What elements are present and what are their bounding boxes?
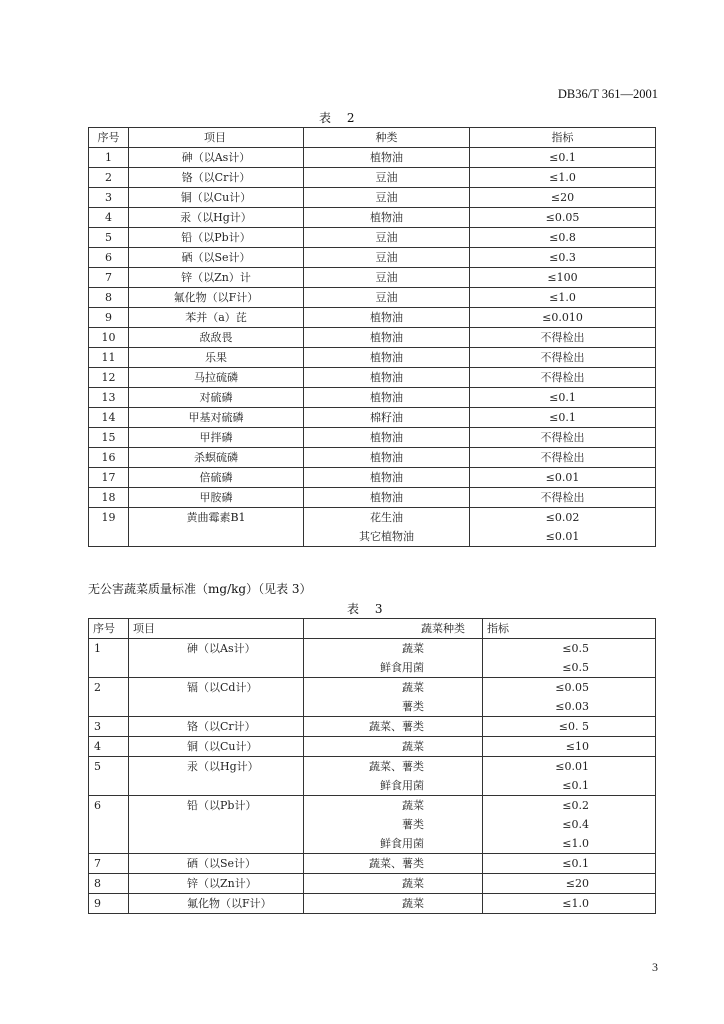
cell-item: 铅（以Pb计） bbox=[129, 796, 304, 854]
cell-limit-line: ≤0.5 bbox=[562, 642, 589, 655]
cell-item: 砷（以As计） bbox=[129, 639, 304, 678]
cell-no: 10 bbox=[89, 328, 129, 348]
cell-no: 18 bbox=[89, 488, 129, 508]
cell-vegetable-type bbox=[304, 854, 483, 874]
table-row bbox=[89, 288, 656, 308]
cell-vegetable-type bbox=[304, 894, 483, 914]
cell-limit: 不得检出 bbox=[470, 448, 656, 468]
cell-no: 2 bbox=[89, 168, 129, 188]
cell-limit bbox=[483, 639, 656, 678]
cell-no: 7 bbox=[89, 854, 129, 874]
cell-type: 植物油 bbox=[304, 428, 470, 448]
cell-item: 锌（以Zn计） bbox=[129, 874, 304, 894]
cell-no: 5 bbox=[89, 228, 129, 248]
header-item: 项目 bbox=[129, 619, 304, 639]
cell-limit bbox=[483, 757, 656, 796]
cell-item: 氟化物（以F计） bbox=[129, 288, 304, 308]
cell-type: 植物油 bbox=[304, 488, 470, 508]
cell-item: 马拉硫磷 bbox=[129, 368, 304, 388]
cell-limit bbox=[483, 854, 656, 874]
cell-limit: 不得检出 bbox=[470, 428, 656, 448]
table-header-row bbox=[89, 128, 656, 148]
cell-item: 甲胺磷 bbox=[129, 488, 304, 508]
cell-item: 硒（以Se计） bbox=[129, 854, 304, 874]
cell-vegetable-type-line: 薯类 bbox=[402, 700, 424, 713]
cell-type: 豆油 bbox=[304, 168, 470, 188]
cell-no: 11 bbox=[89, 348, 129, 368]
cell-no: 8 bbox=[89, 874, 129, 894]
cell-item: 铅（以Pb计） bbox=[129, 228, 304, 248]
cell-type-line: 花生油 bbox=[370, 511, 403, 524]
cell-no: 19 bbox=[89, 508, 129, 547]
standard-code: DB36/T 361—2001 bbox=[557, 87, 658, 101]
cell-limit: 不得检出 bbox=[470, 348, 656, 368]
cell-limit-line: ≤0.2 bbox=[562, 799, 589, 812]
table-row bbox=[89, 796, 656, 854]
cell-limit-line: ≤0. 5 bbox=[558, 720, 589, 733]
cell-no: 1 bbox=[89, 148, 129, 168]
table-row bbox=[89, 488, 656, 508]
cell-limit: ≤0.3 bbox=[470, 248, 656, 268]
table-row bbox=[89, 894, 656, 914]
cell-no: 9 bbox=[89, 894, 129, 914]
cell-no: 8 bbox=[89, 288, 129, 308]
cell-no: 6 bbox=[89, 796, 129, 854]
table-row bbox=[89, 268, 656, 288]
cell-no: 12 bbox=[89, 368, 129, 388]
cell-item: 敌敌畏 bbox=[129, 328, 304, 348]
cell-limit-line: ≤0.03 bbox=[555, 700, 589, 713]
table-row bbox=[89, 368, 656, 388]
table-2-body bbox=[89, 148, 656, 547]
cell-no: 3 bbox=[89, 188, 129, 208]
cell-type: 植物油 bbox=[304, 208, 470, 228]
cell-item: 苯并（a）芘 bbox=[129, 308, 304, 328]
cell-no: 16 bbox=[89, 448, 129, 468]
cell-no: 4 bbox=[89, 737, 129, 757]
cell-limit-line: ≤0.1 bbox=[562, 779, 589, 792]
cell-item: 对硫磷 bbox=[129, 388, 304, 408]
table-row bbox=[89, 228, 656, 248]
cell-vegetable-type-line: 蔬菜 bbox=[402, 897, 424, 910]
table-row bbox=[89, 468, 656, 488]
cell-limit: ≤1.0 bbox=[470, 288, 656, 308]
table-3-caption: 表 3 bbox=[347, 602, 389, 616]
table-row bbox=[89, 308, 656, 328]
cell-vegetable-type bbox=[304, 678, 483, 717]
cell-item: 硒（以Se计） bbox=[129, 248, 304, 268]
cell-limit-line: ≤20 bbox=[565, 877, 589, 890]
cell-limit-line: ≤0.05 bbox=[555, 681, 589, 694]
cell-item: 铬（以Cr计） bbox=[129, 717, 304, 737]
cell-item: 倍硫磷 bbox=[129, 468, 304, 488]
cell-item: 铜（以Cu计） bbox=[129, 737, 304, 757]
cell-item: 镉（以Cd计） bbox=[129, 678, 304, 717]
header-item: 项目 bbox=[129, 128, 304, 148]
cell-limit bbox=[483, 678, 656, 717]
cell-item: 铬（以Cr计） bbox=[129, 168, 304, 188]
cell-vegetable-type bbox=[304, 757, 483, 796]
cell-type: 豆油 bbox=[304, 268, 470, 288]
cell-item: 甲基对硫磷 bbox=[129, 408, 304, 428]
cell-limit: ≤1.0 bbox=[470, 168, 656, 188]
cell-no: 1 bbox=[89, 639, 129, 678]
cell-limit: ≤0.1 bbox=[470, 408, 656, 428]
cell-vegetable-type bbox=[304, 717, 483, 737]
cell-item: 锌（以Zn）计 bbox=[129, 268, 304, 288]
cell-limit: ≤100 bbox=[470, 268, 656, 288]
cell-limit-line: ≤0.02 bbox=[545, 511, 580, 524]
page-number: 3 bbox=[652, 960, 658, 974]
table-2 bbox=[88, 127, 656, 547]
cell-item: 砷（以As计） bbox=[129, 148, 304, 168]
cell-limit: ≤0.01 bbox=[470, 468, 656, 488]
table-row bbox=[89, 408, 656, 428]
cell-no: 3 bbox=[89, 717, 129, 737]
cell-limit: 不得检出 bbox=[470, 368, 656, 388]
cell-type: 植物油 bbox=[304, 328, 470, 348]
cell-vegetable-type bbox=[304, 737, 483, 757]
cell-limit: ≤0.05 bbox=[470, 208, 656, 228]
cell-item: 杀螟硫磷 bbox=[129, 448, 304, 468]
cell-limit bbox=[483, 874, 656, 894]
cell-limit bbox=[483, 737, 656, 757]
cell-type: 豆油 bbox=[304, 248, 470, 268]
cell-limit: ≤0.1 bbox=[470, 388, 656, 408]
cell-no: 6 bbox=[89, 248, 129, 268]
cell-vegetable-type-line: 蔬菜 bbox=[402, 740, 424, 753]
section-title: 无公害蔬菜质量标准 bbox=[88, 582, 197, 596]
cell-limit: 不得检出 bbox=[470, 488, 656, 508]
table-row bbox=[89, 854, 656, 874]
table-row bbox=[89, 248, 656, 268]
table-row bbox=[89, 388, 656, 408]
cell-limit-line: ≤1.0 bbox=[562, 837, 589, 850]
header-limit: 指标 bbox=[470, 128, 656, 148]
cell-type: 豆油 bbox=[304, 228, 470, 248]
cell-vegetable-type-line: 鲜食用菌 bbox=[380, 837, 424, 850]
cell-limit-line: ≤0.01 bbox=[555, 760, 589, 773]
cell-type: 豆油 bbox=[304, 188, 470, 208]
cell-type: 植物油 bbox=[304, 308, 470, 328]
table-row bbox=[89, 168, 656, 188]
header-no: 序号 bbox=[89, 619, 129, 639]
cell-vegetable-type-line: 蔬菜、薯类 bbox=[369, 760, 424, 773]
table-header-row bbox=[89, 619, 656, 639]
cell-vegetable-type-line: 蔬菜 bbox=[402, 642, 424, 655]
cell-limit: 不得检出 bbox=[470, 328, 656, 348]
cell-limit-line: ≤0.4 bbox=[562, 818, 589, 831]
section-heading bbox=[88, 580, 312, 597]
cell-vegetable-type-line: 蔬菜、薯类 bbox=[369, 720, 424, 733]
cell-vegetable-type bbox=[304, 639, 483, 678]
cell-no: 7 bbox=[89, 268, 129, 288]
cell-item: 汞（以Hg计） bbox=[129, 208, 304, 228]
cell-type: 植物油 bbox=[304, 368, 470, 388]
table-3 bbox=[88, 618, 656, 914]
cell-type-line: 其它植物油 bbox=[359, 530, 414, 543]
table-3-body bbox=[89, 639, 656, 914]
cell-type: 植物油 bbox=[304, 388, 470, 408]
cell-vegetable-type-line: 鲜食用菌 bbox=[380, 661, 424, 674]
table-2-caption: 表 2 bbox=[319, 111, 361, 125]
cell-item: 甲拌磷 bbox=[129, 428, 304, 448]
cell-type: 植物油 bbox=[304, 348, 470, 368]
cell-item: 汞（以Hg计） bbox=[129, 757, 304, 796]
cell-limit bbox=[483, 894, 656, 914]
cell-vegetable-type-line: 蔬菜 bbox=[402, 877, 424, 890]
cell-item: 黄曲霉素B1 bbox=[129, 508, 304, 547]
cell-no: 2 bbox=[89, 678, 129, 717]
header-no: 序号 bbox=[89, 128, 129, 148]
cell-vegetable-type-line: 鲜食用菌 bbox=[380, 779, 424, 792]
cell-item: 乐果 bbox=[129, 348, 304, 368]
cell-limit: ≤0.010 bbox=[470, 308, 656, 328]
cell-type: 植物油 bbox=[304, 468, 470, 488]
table-row bbox=[89, 678, 656, 717]
cell-type: 豆油 bbox=[304, 288, 470, 308]
header-vegetable-type: 蔬菜种类 bbox=[304, 619, 483, 639]
table-row bbox=[89, 757, 656, 796]
cell-no: 13 bbox=[89, 388, 129, 408]
cell-limit-line: ≤1.0 bbox=[562, 897, 589, 910]
cell-limit-line: ≤0.5 bbox=[562, 661, 589, 674]
table-row bbox=[89, 737, 656, 757]
table-row bbox=[89, 208, 656, 228]
cell-item: 氟化物（以F计） bbox=[129, 894, 304, 914]
cell-limit-line: ≤10 bbox=[565, 740, 589, 753]
table-row bbox=[89, 717, 656, 737]
table-row bbox=[89, 448, 656, 468]
cell-no: 9 bbox=[89, 308, 129, 328]
cell-no: 15 bbox=[89, 428, 129, 448]
cell-type: 植物油 bbox=[304, 448, 470, 468]
cell-type: 棉籽油 bbox=[304, 408, 470, 428]
cell-vegetable-type-line: 蔬菜 bbox=[402, 681, 424, 694]
section-unit: （mg/kg）（见表 3） bbox=[196, 582, 312, 596]
cell-vegetable-type-line: 蔬菜 bbox=[402, 799, 424, 812]
table-row bbox=[89, 148, 656, 168]
table-row bbox=[89, 428, 656, 448]
table-row bbox=[89, 508, 656, 547]
table-row bbox=[89, 328, 656, 348]
table-row bbox=[89, 348, 656, 368]
cell-item: 铜（以Cu计） bbox=[129, 188, 304, 208]
cell-vegetable-type bbox=[304, 874, 483, 894]
table-row bbox=[89, 874, 656, 894]
cell-limit-line: ≤0.01 bbox=[545, 530, 580, 543]
cell-limit: ≤0.1 bbox=[470, 148, 656, 168]
table-row bbox=[89, 639, 656, 678]
cell-no: 4 bbox=[89, 208, 129, 228]
cell-vegetable-type-line: 蔬菜、薯类 bbox=[369, 857, 424, 870]
cell-limit bbox=[483, 717, 656, 737]
table-row bbox=[89, 188, 656, 208]
cell-no: 14 bbox=[89, 408, 129, 428]
cell-limit: ≤0.8 bbox=[470, 228, 656, 248]
cell-limit bbox=[470, 508, 656, 547]
cell-limit: ≤20 bbox=[470, 188, 656, 208]
cell-limit-line: ≤0.1 bbox=[562, 857, 589, 870]
cell-type bbox=[304, 508, 470, 547]
header-type: 种类 bbox=[304, 128, 470, 148]
header-limit: 指标 bbox=[483, 619, 656, 639]
cell-no: 5 bbox=[89, 757, 129, 796]
cell-limit bbox=[483, 796, 656, 854]
cell-vegetable-type bbox=[304, 796, 483, 854]
cell-no: 17 bbox=[89, 468, 129, 488]
cell-vegetable-type-line: 薯类 bbox=[402, 818, 424, 831]
cell-type: 植物油 bbox=[304, 148, 470, 168]
